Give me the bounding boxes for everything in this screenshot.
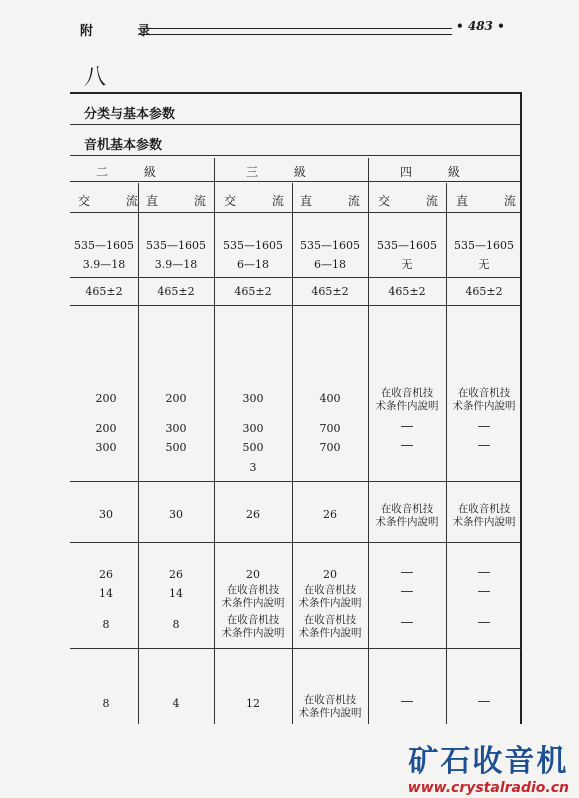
header-section-label: 附 录 (80, 24, 171, 39)
cell-if-6: 465±2 (465, 285, 503, 298)
cell-freq-5: 535—1605 (377, 239, 437, 252)
cell-b3r2-1: 200 (95, 422, 117, 435)
cell-b5r2-2: 14 (169, 587, 183, 600)
cell-b3r2-5: — (400, 419, 414, 434)
cell-b3r1-5: 在收音机技 术条件内說明 (375, 387, 439, 412)
cell-b5r2-4: 在收音机技 术条件内說明 (298, 584, 362, 609)
cell-if-5: 465±2 (388, 285, 426, 298)
cell-b3r1-2: 200 (165, 392, 187, 405)
grade-3-header: 三 級 (246, 165, 322, 179)
cell-b5r3-2: 8 (172, 618, 180, 631)
cell-b3r3-6: — (477, 438, 491, 453)
chapter-numeral: 八 (84, 65, 107, 90)
cell-b5r3-1: 8 (102, 618, 110, 631)
cell-sw-2: 3.9—18 (154, 258, 198, 271)
cell-b5r1-3: 20 (246, 568, 260, 581)
cell-b4r1-2: 30 (169, 508, 183, 521)
cell-b4r1-1: 30 (99, 508, 113, 521)
rule-line (70, 481, 522, 482)
table-frame-top (70, 92, 522, 94)
cell-b5r1-6: — (477, 565, 491, 580)
cell-freq-3: 535—1605 (223, 239, 283, 252)
cell-b5r2-5: — (400, 584, 414, 599)
cell-b5r2-3: 在收音机技 术条件内說明 (221, 584, 285, 609)
cell-b6r1-1: 8 (102, 697, 110, 710)
cell-b3r1-3: 300 (242, 392, 264, 405)
cell-b3r1-6: 在收音机技 术条件内說明 (452, 387, 516, 412)
cell-b6r1-4: 在收音机技 术条件内說明 (298, 694, 362, 719)
cell-b3r3-3: 500 (242, 441, 264, 454)
cell-if-3: 465±2 (234, 285, 272, 298)
watermark-url: www.crystalradio.cn (407, 780, 569, 796)
cell-b3r2-6: — (477, 419, 491, 434)
cell-b4r1-3: 26 (246, 508, 260, 521)
cell-if-2: 465±2 (157, 285, 195, 298)
header-rule (140, 28, 452, 35)
dc-header: 直 流 (456, 194, 532, 208)
cell-b4r1-4: 26 (323, 508, 337, 521)
cell-freq-6: 535—1605 (454, 239, 514, 252)
cell-b3r2-2: 300 (165, 422, 187, 435)
cell-if-4: 465±2 (311, 285, 349, 298)
cell-b5r1-5: — (400, 565, 414, 580)
cell-if-1: 465±2 (85, 285, 123, 298)
cell-sw-5: 无 (401, 258, 413, 271)
cell-b3r3-5: — (400, 438, 414, 453)
rule-line (70, 124, 522, 125)
cell-sw-4: 6—18 (314, 258, 346, 271)
watermark-title: 矿石收音机 (408, 744, 569, 779)
section-title-radio-params: 音机基本参数 (84, 138, 163, 153)
cell-freq-4: 535—1605 (300, 239, 360, 252)
cell-b3r3-1: 300 (95, 441, 117, 454)
ac-header: 交 流 (78, 194, 154, 208)
cell-b3r2-3: 300 (242, 422, 264, 435)
site-watermark (408, 736, 569, 796)
grade-4-header: 四 級 (400, 165, 476, 179)
cell-b3r3-2: 500 (165, 441, 187, 454)
cell-b3r3-4: 700 (319, 441, 341, 454)
cell-b5r1-2: 26 (169, 568, 183, 581)
ac-header: 交 流 (224, 194, 300, 208)
cell-b6r1-6: — (477, 694, 491, 709)
rule-line (70, 155, 522, 156)
dc-header: 直 流 (300, 194, 376, 208)
rule-line (70, 648, 522, 649)
rule-line (70, 277, 522, 278)
cell-sw-6: 无 (478, 258, 490, 271)
dc-header: 直 流 (146, 194, 222, 208)
cell-b5r3-5: — (400, 615, 414, 630)
grade-2-header: 二 級 (96, 165, 172, 179)
cell-b6r1-3: 12 (246, 697, 260, 710)
cell-b5r1-1: 26 (99, 568, 113, 581)
cell-b5r3-6: — (477, 615, 491, 630)
cell-b4r1-5: 在收音机技 术条件内說明 (375, 503, 439, 528)
ac-header: 交 流 (378, 194, 454, 208)
cell-b4r1-6: 在收音机技 术条件内說明 (452, 503, 516, 528)
cell-sw-3: 6—18 (237, 258, 269, 271)
cell-b3r2-4: 700 (319, 422, 341, 435)
rule-line (70, 542, 522, 543)
cell-b5r3-4: 在收音机技 术条件内說明 (298, 614, 362, 639)
cell-b3r1-1: 200 (95, 392, 117, 405)
cell-b6r1-5: — (400, 694, 414, 709)
rule-line (70, 305, 522, 306)
rule-line (70, 181, 522, 182)
cell-sw-1: 3.9—18 (82, 258, 126, 271)
cell-freq-2: 535—1605 (146, 239, 206, 252)
cell-b3r1-4: 400 (319, 392, 341, 405)
cell-freq-1: 535—1605 (74, 239, 134, 252)
cell-b5r1-4: 20 (323, 568, 337, 581)
cell-b3r4-3: 3 (249, 461, 257, 474)
cell-b6r1-2: 4 (172, 697, 180, 710)
section-title-classification: 分类与基本参数 (84, 107, 176, 122)
cell-b5r2-6: — (477, 584, 491, 599)
page-number: • 483 • (456, 19, 505, 33)
cell-b5r2-1: 14 (99, 587, 113, 600)
cell-b5r3-3: 在收音机技 术条件内說明 (221, 614, 285, 639)
